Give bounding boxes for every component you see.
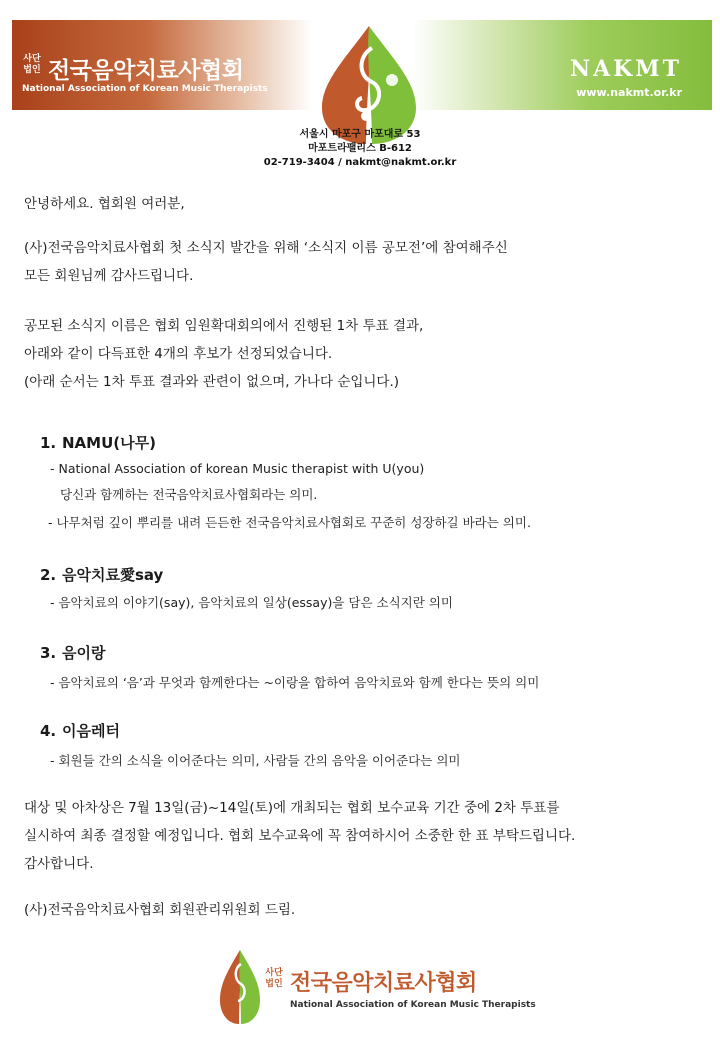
candidate-heading-2 [40,564,163,585]
address-line-1: 서울시 마포구 마포대로 53 [299,129,421,140]
candidate-name: NAMU(나무) [62,434,156,452]
candidate-1-detail-3: - 나무처럼 깊이 뿌리를 내려 든든한 전국음악치료사협회로 꾸준히 성장하길 바라는 의미. [48,515,531,530]
candidate-number: 1. [40,434,57,452]
candidate-heading-3 [40,642,105,663]
address-line-2: 마포트라팰리스 B-612 [308,143,412,154]
footer-badge-line-2: 법인 [265,979,283,989]
footer-corporation-badge [262,968,286,990]
result-line-1: 공모된 소식지 이름은 협회 임원확대회의에서 진행된 1차 투표 결과, [24,318,424,334]
address-block [240,128,480,170]
letterhead-left-band [12,20,312,110]
result-line-3: (아래 순서는 1차 투표 결과와 관련이 없으며, 가나다 순입니다.) [24,374,400,390]
signature: (사)전국음악치료사협회 회원관리위원회 드림. [24,902,296,918]
result-line-2: 아래와 같이 다득표한 4개의 후보가 선정되었습니다. [24,346,333,362]
candidate-name: 이음레터 [62,722,120,740]
candidate-4-detail-1: - 회원들 간의 소식을 이어준다는 의미, 사람들 간의 음악을 이어준다는 의미 [50,753,461,768]
footer-badge-line-1: 사단 [265,968,283,978]
letterhead-right-band [412,20,712,110]
candidate-name: 음악치료愛say [62,566,164,584]
candidate-2-detail-1: - 음악치료의 이야기(say), 음악치료의 일상(essay)을 담은 소식지란 의미 [50,595,453,610]
corporation-badge [20,54,44,76]
candidate-1-detail-2: 당신과 함께하는 전국음악치료사협회라는 의미. [60,487,318,502]
candidate-number: 2. [40,566,57,584]
org-acronym: NAKMT [569,56,682,82]
letterhead [12,20,712,110]
intro-line-2: 모든 회원님께 감사드립니다. [24,268,194,284]
footer-org-name-korean: 전국음악치료사협회 [290,971,477,996]
org-name-korean: 전국음악치료사협회 [48,58,244,84]
footer-logo-icon [218,948,262,1028]
candidate-number: 4. [40,722,57,740]
badge-line-2: 법인 [23,65,41,75]
intro-line-1: (사)전국음악치료사협회 첫 소식지 발간을 위해 ‘소식지 이름 공모전’에 참여해주신 [24,240,508,256]
badge-line-1: 사단 [23,54,41,64]
closing-line-3: 감사합니다. [24,856,94,872]
closing-line-2: 실시하여 최종 결정할 예정입니다. 협회 보수교육에 꼭 참여하시어 소중한 한 표 부탁드립니다. [24,828,576,844]
website-url: www.nakmt.or.kr [576,86,682,99]
candidate-name: 음이랑 [62,644,106,662]
candidate-number: 3. [40,644,57,662]
contact-line: 02-719-3404 / nakmt@nakmt.or.kr [263,157,457,168]
footer-logo [218,948,536,1028]
greeting: 안녕하세요. 협회원 여러분, [24,196,185,212]
candidate-1-detail-1: - National Association of korean Music therapist with U(you) [50,461,425,476]
candidate-3-detail-1: - 음악치료의 ‘음’과 무엇과 함께한다는 ~이랑을 합하여 음악치료와 함께 한다는 뜻의 의미 [50,675,540,690]
candidate-heading-1 [40,432,156,453]
closing-line-1: 대상 및 아차상은 7월 13일(금)~14일(토)에 개최되는 협회 보수교육 기간 중에 2차 투표를 [24,800,560,816]
footer-org-name-english: National Association of Korean Music Therapists [290,1000,536,1010]
candidate-heading-4 [40,720,120,741]
org-name-english: National Association of Korean Music Therapists [22,84,268,94]
